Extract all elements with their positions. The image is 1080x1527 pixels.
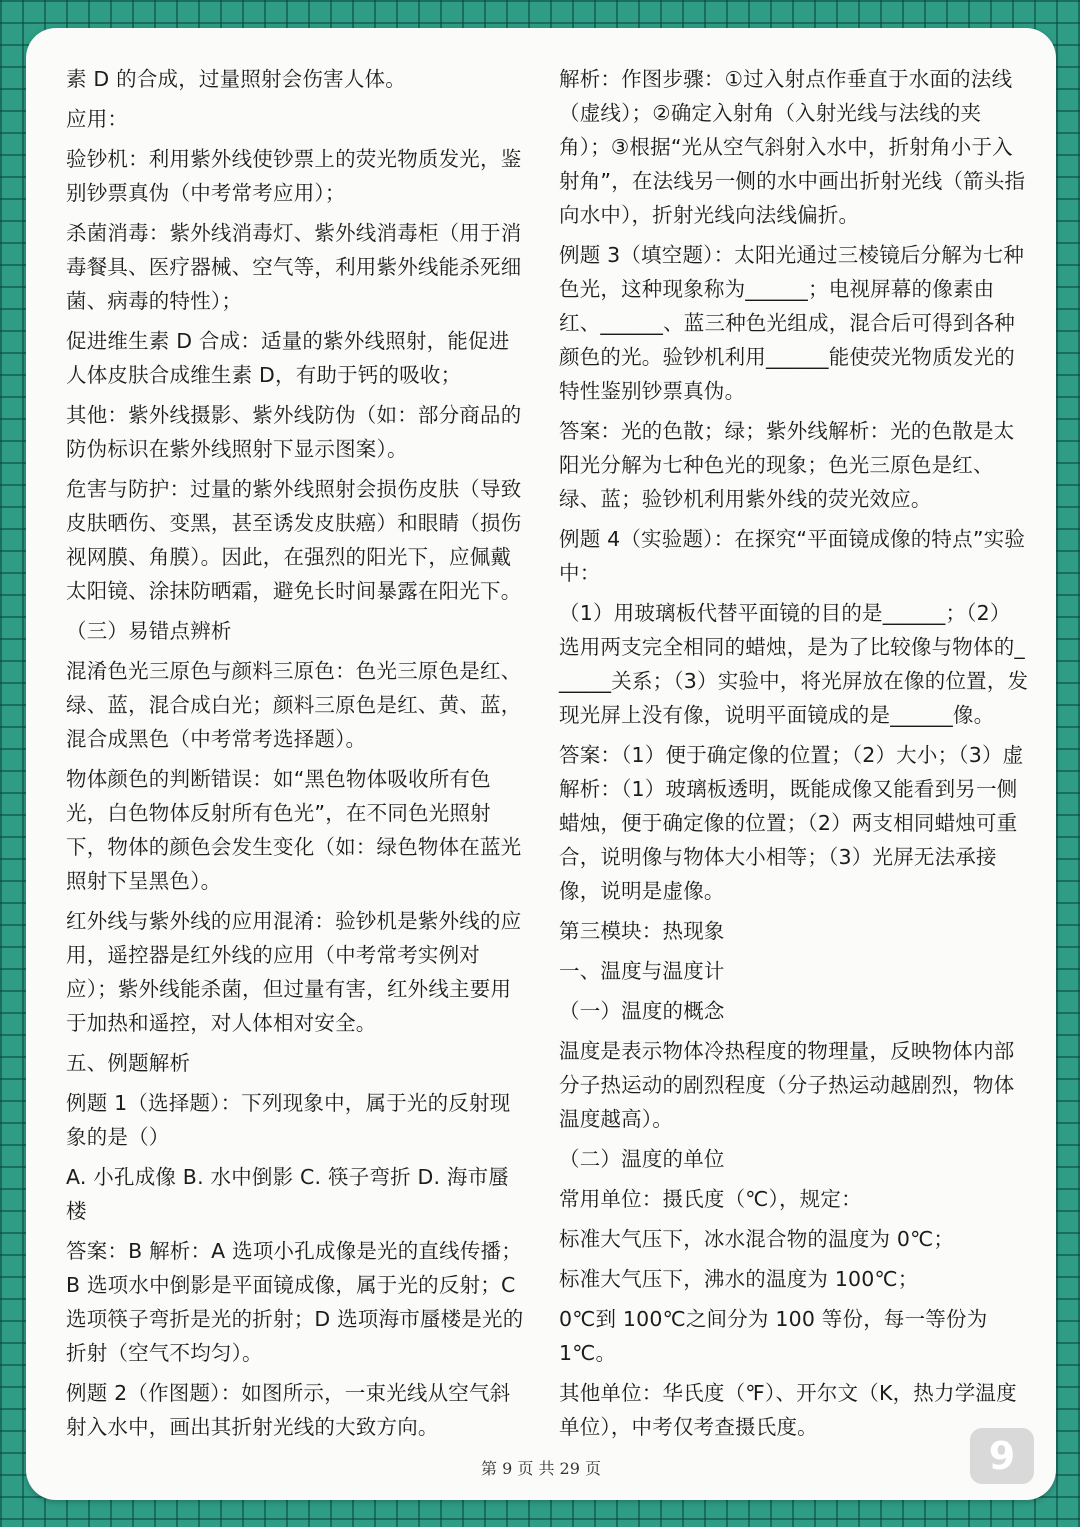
paragraph: 0℃到 100℃之间分为 100 等份，每一等份为 1℃。 [559,1307,995,1365]
paragraph: 标准大气压下，沸水的温度为 100℃； [559,1267,919,1291]
paragraph: 答案：B 解析：A 选项小孔成像是光的直线传播；B 选项水中倒影是平面镜成像，属于光的反射；C 选项筷子弯折是光的折射；D 选项海市蜃楼是光的折射（空气不均匀）。 [66,1239,524,1365]
document-page [26,28,1056,1500]
paragraph: 素 D 的合成，过量照射会伤害人体。 [66,67,406,91]
page-number-badge: 9 [970,1428,1034,1484]
paragraph: 应用： [66,107,129,131]
paragraph: 答案：（1）便于确定像的位置；（2）大小；（3）虚解析：（1）玻璃板透明，既能成像又能看到另一侧蜡烛，便于确定像的位置；（2）两支相同蜡烛可重合，说明像与物体大小相等；（3）光屏无法承接像，说明是虚像。 [559,743,1024,903]
section-heading: 一、温度与温度计 [559,959,725,983]
paragraph: 杀菌消毒：紫外线消毒灯、紫外线消毒柜（用于消毒餐具、医疗器械、空气等，利用紫外线能杀死细菌、病毒的特性）； [66,221,522,313]
section-heading: 第三模块：热现象 [559,919,725,943]
paragraph: 解析：作图步骤：①过入射点作垂直于水面的法线（虚线）；②确定入射角（入射光线与法线的夹角）；③根据“光从空气斜射入水中，折射角小于入射角”，在法线另一侧的水中画出折射光线（箭头指向水中），折射光线向法线偏折。 [559,67,1026,227]
right-column [559,62,1029,1450]
paragraph: 混淆色光三原色与颜料三原色：色光三原色是红、绿、蓝，混合成白光；颜料三原色是红、黄、蓝，混合成黑色（中考常考选择题）。 [66,659,522,751]
paragraph: 其他：紫外线摄影、紫外线防伪（如：部分商品的防伪标识在紫外线照射下显示图案）。 [66,403,522,461]
paragraph: 例题 3（填空题）：太阳光通过三棱镜后分解为七种色光，这种现象称为______；电视屏幕的像素由红、______、蓝三种色光组成，混合后可得到各种颜色的光。验钞机利用______能使荧光物质发光的特性鉴别钞票真伪。 [559,243,1025,403]
section-heading: （一）温度的概念 [559,999,725,1023]
paragraph: A. 小孔成像 B. 水中倒影 C. 筷子弯折 D. 海市蜃楼 [66,1165,510,1223]
paragraph: 物体颜色的判断错误：如“黑色物体吸收所有色光，白色物体反射所有色光”，在不同色光照射下，物体的颜色会发生变化（如：绿色物体在蓝光照射下呈黑色）。 [66,767,522,893]
paragraph: 常用单位：摄氏度（℃），规定： [559,1187,862,1211]
section-heading: （三）易错点辨析 [66,619,232,643]
page-footer: 第 9 页 共 29 页 [481,1459,601,1478]
left-column [66,62,528,1450]
paragraph: 其他单位：华氏度（℉）、开尔文（K，热力学温度单位），中考仅考查摄氏度。 [559,1381,1017,1439]
paragraph: 验钞机：利用紫外线使钞票上的荧光物质发光，鉴别钞票真伪（中考常考应用）； [66,147,522,205]
section-heading: （二）温度的单位 [559,1147,725,1171]
section-heading: 五、例题解析 [66,1051,191,1075]
paragraph: 红外线与紫外线的应用混淆：验钞机是紫外线的应用，遥控器是红外线的应用（中考常考实例对应）；紫外线能杀菌，但过量有害，红外线主要用于加热和遥控，对人体相对安全。 [66,909,522,1035]
paragraph: （1）用玻璃板代替平面镜的目的是______；（2）选用两支完全相同的蜡烛，是为了比较像与物体的______关系；（3）实验中，将光屏放在像的位置，发现光屏上没有像，说明平面镜成的是______像。 [559,601,1029,727]
paragraph: 例题 2（作图题）：如图所示，一束光线从空气斜射入水中，画出其折射光线的大致方向。 [66,1381,511,1439]
paragraph: 标准大气压下，冰水混合物的温度为 0℃； [559,1227,955,1251]
paragraph: 答案：光的色散；绿；紫外线解析：光的色散是太阳光分解为七种色光的现象；色光三原色是红、绿、蓝；验钞机利用紫外线的荧光效应。 [559,419,1015,511]
paragraph: 促进维生素 D 合成：适量的紫外线照射，能促进人体皮肤合成维生素 D，有助于钙的吸收； [66,329,510,387]
paragraph: 温度是表示物体冷热程度的物理量，反映物体内部分子热运动的剧烈程度（分子热运动越剧烈，物体温度越高）。 [559,1039,1015,1131]
paragraph: 危害与防护：过量的紫外线照射会损伤皮肤（导致皮肤晒伤、变黑，甚至诱发皮肤癌）和眼睛（损伤视网膜、角膜）。因此，在强烈的阳光下，应佩戴太阳镜、涂抹防晒霜，避免长时间暴露在阳光下。 [66,477,522,603]
paragraph: 例题 4（实验题）：在探究“平面镜成像的特点”实验中： [559,527,1026,585]
paragraph: 例题 1（选择题）：下列现象中，属于光的反射现象的是（） [66,1091,511,1149]
